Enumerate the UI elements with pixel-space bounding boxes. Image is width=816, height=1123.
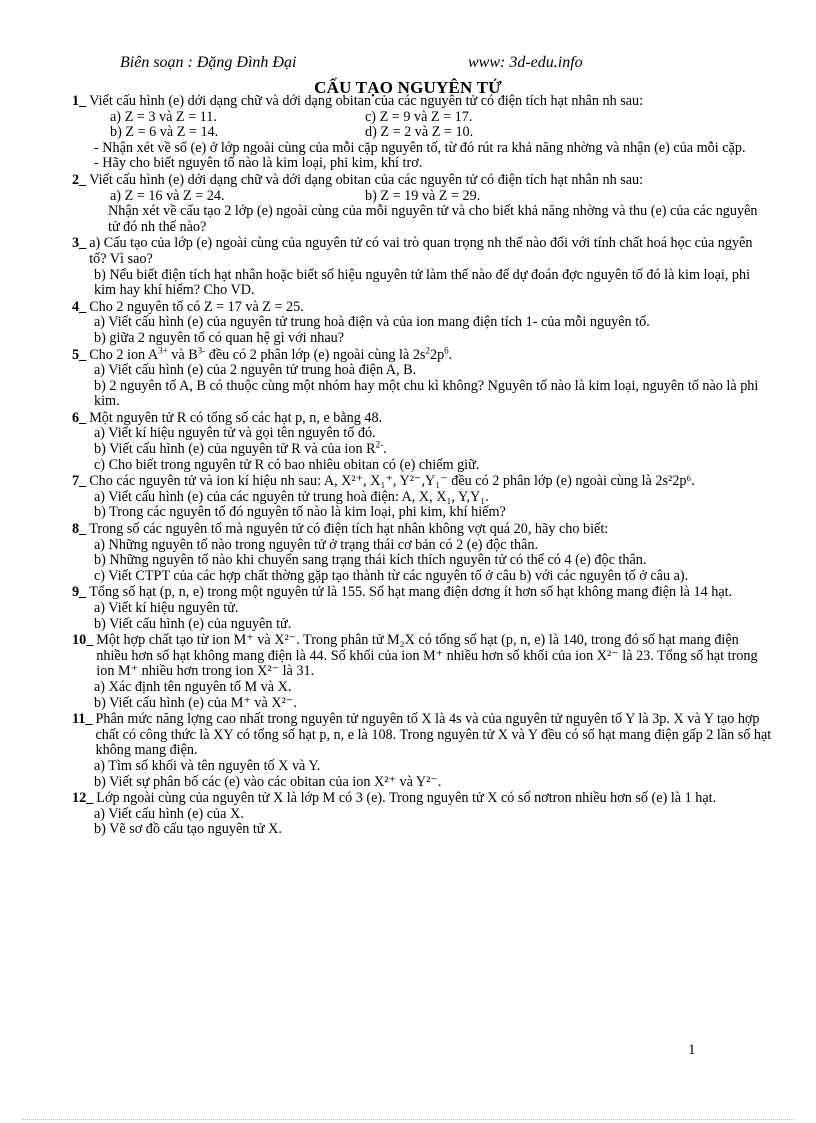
question-9 <box>72 585 772 632</box>
question-part-b: b) giữa 2 nguyên tố có quan hệ gì với nhau? <box>94 329 345 346</box>
option-a: a) Z = 3 và Z = 11. <box>110 108 217 125</box>
question-part-b: b) Viết sự phân bố các (e) vào các obitan của ion X²⁺ và Y²⁻. <box>94 773 442 790</box>
question-4 <box>72 300 772 347</box>
question-number: 6_ <box>72 409 87 426</box>
page-header <box>120 54 640 76</box>
question-part-b: b) Viết cấu hình (e) của nguyên tử R và của ion $R^{2-}$. <box>94 439 387 458</box>
option-d: d) Z = 2 và Z = 10. <box>365 124 474 141</box>
question-part-a: a) Viết kí hiệu nguyên tử. <box>94 600 239 616</box>
question-part-a: a) Xác định tên nguyên tố M và X. <box>94 678 292 695</box>
question-7 <box>72 474 772 521</box>
question-12 <box>72 791 772 838</box>
question-5 <box>72 344 772 410</box>
question-text: Một hợp chất tạo từ ion M⁺ và X²⁻. Trong phân tử M₂X có tổng số hạt (p, n, e) là 140, trong đó số hạt mang điện nhiều hơn số hạt không mang điện là 44. Số khối của ion M⁺ nhiều hơn số khối của ion X²⁻ là 23. Tổng số hạt trong ion M⁺ nhiều hơn trong ion X²⁻ là 31. <box>96 632 758 680</box>
question-2 <box>72 173 772 235</box>
page-title: CẤU TẠO NGUYÊN TỬ <box>314 78 502 97</box>
question-part-a: a) Viết cấu hình (e) của 2 nguyên tử trung hoà điện A, B. <box>94 362 417 379</box>
exercise-list <box>72 94 772 839</box>
question-text: Tổng số hạt (p, n, e) trong một nguyên tử là 155. Số hạt mang điện dơng ít hơn số hạt không mang điện là 14 hạt. <box>89 584 733 601</box>
question-part-b: b) Viết cấu hình (e) của M⁺ và X²⁻. <box>94 694 297 711</box>
question-note: - Hãy cho biết nguyên tố nào là kim loại, phi kim, khí trơ. <box>94 155 423 172</box>
question-part-a: a) Cấu tạo của lớp (e) ngoài cùng của nguyên tử có vai trò quan trọng nh thế nào đối với tính chất hoá học của ngyên tố? Vì sao? <box>89 235 753 267</box>
question-3 <box>72 236 772 298</box>
question-text: Phân mức năng lợng cao nhất trong nguyên tử nguyên tố X là 4s và của nguyên tử nguyên tố Y là 3p. X và Y tạo hợp chất có công thức là XY có tổng số hạt p, n, e là 108. Trong nguyên tử X và Y đều có số hạt mang điện gấp 2 lần số hạt không mang điện. <box>95 711 772 759</box>
question-number: 8_ <box>72 521 87 538</box>
question-text: Cho 2 nguyên tố có Z = 17 và Z = 25. <box>89 298 304 315</box>
question-part-c: c) Cho biết trong nguyên tử R có bao nhiêu obitan có (e) chiếm giữ. <box>94 456 480 473</box>
question-part-b: b) Viết cấu hình (e) của nguyên tử. <box>94 615 292 632</box>
question-part-a: a) Những nguyên tố nào trong nguyên tử ở trạng thái cơ bản có 2 (e) độc thân. <box>94 536 539 553</box>
question-text: Viết cấu hình (e) dới dạng chữ và dới dạng obitan của các nguyên tử có điện tích hạt nhân nh sau: <box>89 171 644 188</box>
question-1 <box>72 94 772 172</box>
question-number: 10_ <box>72 632 94 649</box>
question-11 <box>72 712 772 790</box>
question-number: 12_ <box>72 790 94 807</box>
question-10 <box>72 633 772 711</box>
question-part-b: b) Những nguyên tố nào khi chuyển sang trạng thái kích thích nguyên tử có thể có 4 (e) độc thân. <box>94 552 647 569</box>
question-part-a: a) Viết kí hiệu nguyên tử và gọi tên nguyên tố đó. <box>94 425 376 442</box>
question-number: 7_ <box>72 473 87 490</box>
question-number: 1_ <box>72 93 87 109</box>
question-number: 11_ <box>72 711 93 728</box>
question-part-a: a) Viết cấu hình (e) của nguyên tử trung hoà điện và của ion mang điện tích 1- của mỗi nguyên tố. <box>94 314 650 331</box>
option-a: a) Z = 16 và Z = 24. <box>110 187 225 204</box>
question-part-a: a) Tìm số khối và tên nguyên tố X và Y. <box>94 757 321 774</box>
website-link: www: 3d-edu.info <box>468 54 583 71</box>
question-6 <box>72 411 772 473</box>
question-text: Lớp ngoài cùng của nguyên tử X là lớp M có 3 (e). Trong nguyên tử X có số nơtron nhiều hơn số (e) là 1 hạt. <box>96 790 717 807</box>
question-number: 3_ <box>72 235 87 252</box>
author-credit: Biên soạn : Đặng Đình Đại <box>120 54 297 71</box>
question-text: Một nguyên tử R có tổng số các hạt p, n, e bằng 48. <box>89 409 383 426</box>
question-part-b: b) Trong các nguyên tố đó nguyên tố nào là kim loại, phi kim, khí hiếm? <box>94 504 506 521</box>
option-b: b) Z = 19 và Z = 29. <box>365 187 481 204</box>
question-part-b: b) Vẽ sơ đồ cấu tạo nguyên tử X. <box>94 821 282 838</box>
question-number: 9_ <box>72 584 87 601</box>
option-b: b) Z = 6 và Z = 14. <box>110 124 219 141</box>
question-number: 2_ <box>72 171 87 188</box>
question-number: 4_ <box>72 298 87 315</box>
question-part-c: c) Viết CTPT của các hợp chất thờng gặp tạo thành từ các nguyên tố ở câu b) với các nguyên tố ở câu a). <box>94 567 689 584</box>
option-c: c) Z = 9 và Z = 17. <box>365 108 473 125</box>
question-text: Cho các nguyên tử và ion kí hiệu nh sau: A, X²⁺, X₁⁺, Y²⁻,Y₁⁻ đều có 2 phân lớp (e) ngoài cùng là 2s²2p⁶. <box>89 473 695 490</box>
question-note: - Nhận xét về số (e) ở lớp ngoài cùng của mỗi cặp nguyên tố, từ đó rút ra khả năng nhờng và nhận (e) của mỗi cặp. <box>94 139 746 156</box>
question-number: 5_ <box>72 346 87 363</box>
question-text: Cho 2 ion $A^{3+}$ và $B^{3-}$ đều có 2 phân lớp (e) ngoài cùng là $2s^22p^6$. <box>89 344 453 363</box>
page-divider <box>22 1119 794 1120</box>
question-text: Viết cấu hình (e) dới dạng chữ và dới dạng obitan của các nguyên tử có điện tích hạt nhân nh sau: <box>89 93 644 109</box>
page-number: 1 <box>688 1042 696 1058</box>
question-note: Nhận xét về cấu tạo 2 lớp (e) ngoài cùng của mỗi nguyên tử và cho biết khả năng nhờng và thu (e) của các nguyên tử đó nh thế nào? <box>108 203 758 235</box>
question-part-a: a) Viết cấu hình (e) của các nguyên tử trung hoà điện: A, X, X₁, Y,Y₁. <box>94 488 489 505</box>
question-part-a: a) Viết cấu hình (e) của X. <box>94 805 244 822</box>
question-part-b: b) Nếu biết điện tích hạt nhân hoặc biết số hiệu nguyên tử làm thế nào để dự đoán đợc nguyên tố đó là kim loại, phi kim hay khí hiếm? Cho VD. <box>94 266 751 299</box>
question-part-b: b) 2 nguyên tố A, B có thuộc cùng một nhóm hay một chu kì không? Nguyên tố nào là kim loại, nguyên tố nào là phi kim. <box>94 377 759 410</box>
question-8 <box>72 522 772 584</box>
question-text: Trong số các nguyên tố mà nguyên tử có điện tích hạt nhân không vợt quá 20, hãy cho biết: <box>89 521 609 538</box>
